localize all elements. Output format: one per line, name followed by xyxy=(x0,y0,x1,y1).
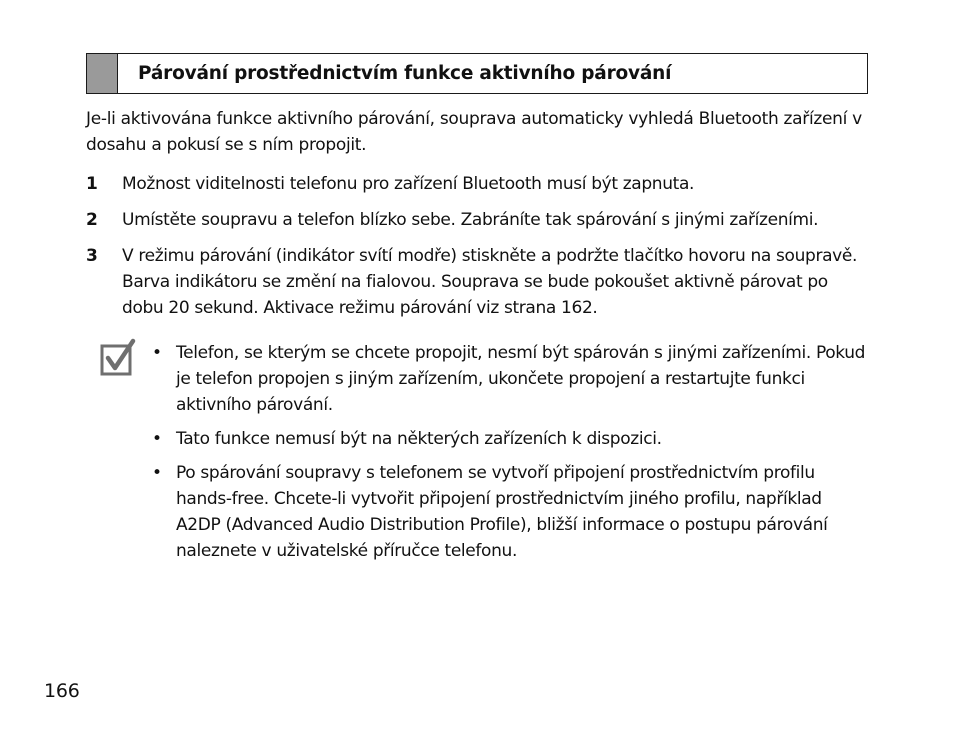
steps-list xyxy=(86,171,870,331)
note-text: Telefon, se kterým se chcete propojit, nesmí být spárován s jinými zařízeními. Pokud je telefon propojen s jiným zařízením, ukončete propojení a restartujte funkci aktivního párování. xyxy=(176,343,866,415)
note-item xyxy=(152,460,868,564)
bullet: • xyxy=(152,343,162,363)
step-item xyxy=(86,171,870,197)
note-text: Tato funkce nemusí být na některých zařízeních k dispozici. xyxy=(176,429,662,449)
step-item xyxy=(86,207,870,233)
step-number: 3 xyxy=(86,246,98,266)
step-text: Umístěte soupravu a telefon blízko sebe. Zabráníte tak spárování s jinými zařízeními. xyxy=(122,210,819,230)
note-item xyxy=(152,426,868,452)
note-item xyxy=(152,340,868,418)
intro-paragraph: Je-li aktivována funkce aktivního párování, souprava automaticky vyhledá Bluetooth zařízení v dosahu a pokusí se s ním propojit. xyxy=(86,109,862,155)
note-text: Po spárování soupravy s telefonem se vytvoří připojení prostřednictvím profilu hands-free. Chcete-li vytvořit připojení prostřednictvím jiného profilu, například A2DP (Advanced Audio Distribution Profile), bližší informace o postupu párování naleznete v uživatelské příručce telefonu. xyxy=(176,463,828,561)
bullet: • xyxy=(152,429,162,449)
note-list xyxy=(152,340,868,572)
section-title: Párování prostřednictvím funkce aktivního párování xyxy=(138,63,672,84)
step-text: V režimu párování (indikátor svítí modře) stiskněte a podržte tlačítko hovoru na soupravě. Barva indikátoru se změní na fialovou. Souprava se bude pokoušet aktivně párovat po dobu 20 sekund. Aktivace režimu párování viz strana 162. xyxy=(122,246,858,318)
checkbox-check-icon xyxy=(100,338,136,378)
section-heading xyxy=(86,53,868,94)
heading-tab-marker xyxy=(87,54,118,93)
bullet: • xyxy=(152,463,162,483)
step-item xyxy=(86,243,870,321)
step-number: 1 xyxy=(86,174,98,194)
page-number: 166 xyxy=(44,680,80,702)
step-text: Možnost viditelnosti telefonu pro zařízení Bluetooth musí být zapnuta. xyxy=(122,174,695,194)
step-number: 2 xyxy=(86,210,98,230)
